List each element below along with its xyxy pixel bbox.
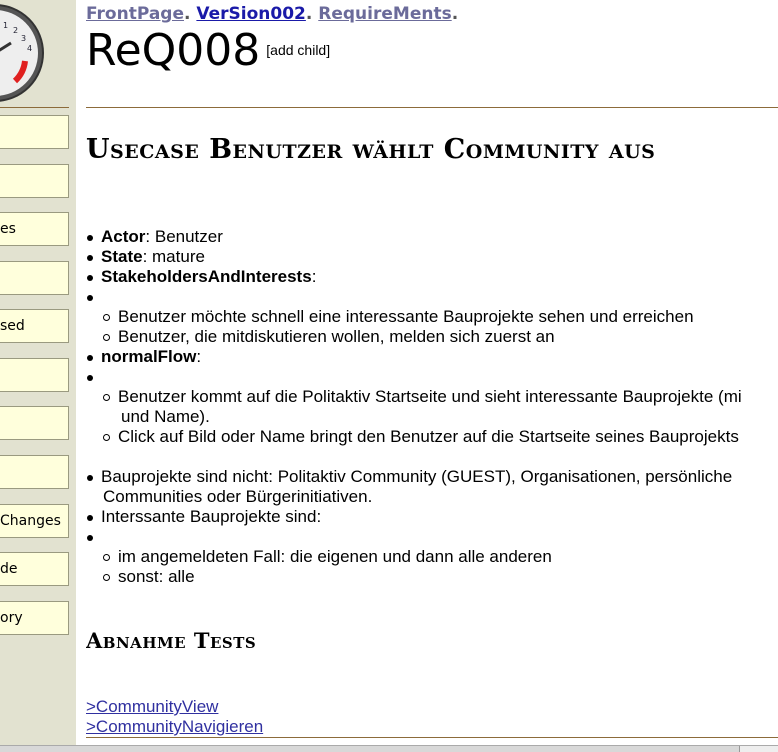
sidebar-button-3[interactable]: es bbox=[0, 212, 69, 246]
sublist-item: Benutzer, die mitdiskutieren wollen, melden sich zuerst an bbox=[86, 327, 778, 347]
notes-list bbox=[86, 467, 778, 587]
list-item-empty bbox=[86, 287, 778, 307]
sidebar-button-2[interactable] bbox=[0, 164, 69, 198]
test-link-communityview[interactable]: >CommunityView bbox=[86, 697, 219, 716]
sidebar-button-10[interactable]: de bbox=[0, 552, 69, 586]
sublist-item-continuation: und Name). bbox=[121, 407, 210, 426]
list-item-state: State: mature bbox=[86, 247, 778, 267]
sublist-item: sonst: alle bbox=[86, 567, 778, 587]
sidebar-button-7[interactable] bbox=[0, 406, 69, 440]
list-item-empty bbox=[86, 367, 778, 387]
breadcrumb-link-version[interactable]: VerSion002 bbox=[196, 4, 306, 24]
top-divider bbox=[86, 107, 778, 108]
list-item-note: Bauprojekte sind nicht: Politaktiv Community (GUEST), Organisationen, persönliche bbox=[86, 467, 778, 487]
list-item-actor: Actor: Benutzer bbox=[86, 227, 778, 247]
sublist-item: im angemeldeten Fall: die eigenen und dann alle anderen bbox=[86, 547, 778, 567]
sidebar-button-1[interactable] bbox=[0, 115, 69, 149]
add-child-link[interactable]: [add child] bbox=[266, 42, 331, 58]
list-item-normalflow: normalFlow: bbox=[86, 347, 778, 367]
list-item-note: Interssante Bauprojekte sind: bbox=[86, 507, 778, 527]
list-item-empty bbox=[86, 527, 778, 547]
breadcrumb-link-frontpage[interactable]: FrontPage bbox=[86, 4, 184, 24]
sublist-item: Benutzer möchte schnell eine interessante Bauprojekte sehen und erreichen bbox=[86, 307, 778, 327]
sidebar-button-history[interactable]: ory bbox=[0, 601, 69, 635]
scrollbar-corner bbox=[739, 746, 778, 752]
usecase-heading: Usecase Benutzer wählt Community aus bbox=[86, 134, 656, 165]
main-content bbox=[86, 0, 778, 745]
usecase-list bbox=[86, 227, 778, 447]
test-link-communitynavigieren[interactable]: >CommunityNavigieren bbox=[86, 717, 264, 736]
breadcrumb: FrontPage. VerSion002. RequireMents. bbox=[86, 4, 459, 24]
page-title: ReQ008 bbox=[86, 25, 261, 76]
tests-heading: Abnahme Tests bbox=[86, 628, 257, 653]
sidebar-button-5[interactable]: sed bbox=[0, 309, 69, 343]
sublist-item: Benutzer kommt auf die Politaktiv Startseite und sieht interessante Bauprojekte (mi bbox=[86, 387, 778, 407]
page-title-row bbox=[86, 25, 330, 76]
logo-gauge-icon bbox=[0, 3, 45, 103]
svg-text:2: 2 bbox=[13, 26, 19, 35]
sidebar-button-recent-changes[interactable]: Changes bbox=[0, 504, 69, 538]
sublist-item: Click auf Bild oder Name bringt den Benutzer auf die Startseite seines Bauprojekts bbox=[86, 427, 778, 447]
list-item-stakeholders: StakeholdersAndInterests: bbox=[86, 267, 778, 287]
svg-text:3: 3 bbox=[21, 34, 27, 43]
sidebar-button-4[interactable] bbox=[0, 261, 69, 295]
bottom-divider bbox=[86, 737, 778, 738]
svg-text:1: 1 bbox=[3, 21, 9, 30]
sidebar bbox=[0, 0, 76, 745]
list-item-note-continuation: Communities oder Bürgerinitiativen. bbox=[103, 487, 373, 506]
svg-text:4: 4 bbox=[27, 44, 33, 53]
sidebar-divider bbox=[0, 107, 69, 108]
sidebar-button-6[interactable] bbox=[0, 358, 69, 392]
breadcrumb-link-requirements[interactable]: RequireMents bbox=[318, 4, 452, 24]
sidebar-button-8[interactable] bbox=[0, 455, 69, 489]
